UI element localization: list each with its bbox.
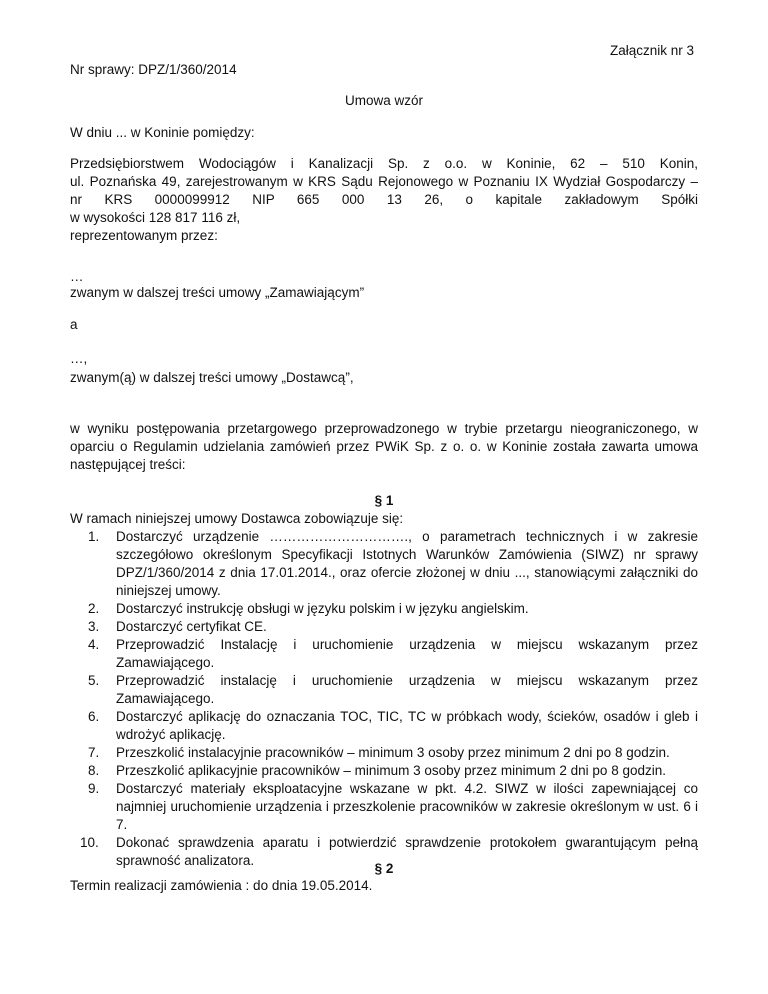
preamble: w wyniku postępowania przetargowego przeprowadzonego w trybie przetargu nieograniczonego, w oparciu o Regulamin udzielania zamówień przez PWiK Sp. z o. o. w Koninie została zawarta umowa następującej treści: [70,421,698,472]
list-item: 6. Dostarczyć aplikację do oznaczania TOC, TIC, TC w próbkach wody, ścieków, osadów i gleb i wdrożyć aplikację. [88,709,698,742]
section1-heading: § 1 [374,493,394,508]
list-item: 4. Przeprowadzić Instalację i uruchomienie urządzenia w miejscu wskazanym przez Zamawiającego. [88,637,698,670]
obligations-list [70,528,698,870]
party2-alias: zwanym(ą) w dalszej treści umowy „Dostawcą”, [70,370,354,385]
party1-line5: reprezentowanym przez: [70,228,218,243]
document-page [70,0,698,994]
list-item: 2. Dostarczyć instrukcję obsługi w języku polskim i w języku angielskim. [88,601,529,616]
party1-line2: ul. Poznańska 49, zarejestrowanym w KRS Sądu Rejonowego w Poznaniu IX Wydział Gospodarczy – [70,174,698,189]
party1-block [70,155,698,245]
list-item: 9. Dostarczyć materiały eksploatacyjne wskazane w pkt. 4.2. SIWZ w ilości zapewniającej co najmniej uruchomienie urządzenia i przeszkolenie pracowników w zakresie określonym w ust. 6 i 7. [88,781,698,832]
list-item: 5. Przeprowadzić instalację i uruchomienie urządzenia w miejscu wskazanym przez Zamawiającego. [88,673,698,706]
party1-line1: Przedsiębiorstwem Wodociągów i Kanalizacji Sp. z o.o. w Koninie, 62 – 510 Konin, [70,156,698,171]
intro-line: W dniu ... w Koninie pomiędzy: [70,125,255,140]
party1-line3: nr KRS 0000099912 NIP 665 000 13 26, o kapitale zakładowym Spółki [70,192,698,207]
party1-alias: zwanym w dalszej treści umowy „Zamawiającym” [70,285,365,300]
document-title: Umowa wzór [344,93,423,108]
list-item: 3. Dostarczyć certyfikat CE. [88,619,267,634]
list-item: 10. Dokonać sprawdzenia aparatu i potwierdzić sprawdzenie protokołem gwarantującym pełną sprawność analizatora. [80,835,698,868]
section1-lead: W ramach niniejszej umowy Dostawca zobowiązuje się: [70,511,404,526]
section2-heading: § 2 [374,861,394,876]
list-item: 1. Dostarczyć urządzenie …………………………., o parametrach technicznych i w zakresie szczegółowo określonym Specyfikacji Istotnych Warunków Zamówienia (SIWZ) nr sprawy DPZ/1/360/2014 z dnia 17.01.2014., oraz ofercie złożonej w dniu ..., stanowiącymi załączniki do niniejszej umowy. [88,529,698,598]
list-item: 8. Przeszkolić aplikacyjnie pracowników – minimum 3 osoby przez minimum 2 dni po 8 godzin. [88,763,666,778]
case-number: Nr sprawy: DPZ/1/360/2014 [70,62,237,77]
party2-representative: …, [70,351,88,366]
party1-line4: w wysokości 128 817 116 zł, [70,210,241,225]
conjunction: a [70,317,78,332]
party1-representative: … [70,269,84,284]
attachment-label: Załącznik nr 3 [610,43,695,58]
list-item: 7. Przeszkolić instalacyjnie pracowników – minimum 3 osoby przez minimum 2 dni po 8 godzin. [88,745,670,760]
section2-text: Termin realizacji zamówienia : do dnia 19.05.2014. [70,878,373,893]
